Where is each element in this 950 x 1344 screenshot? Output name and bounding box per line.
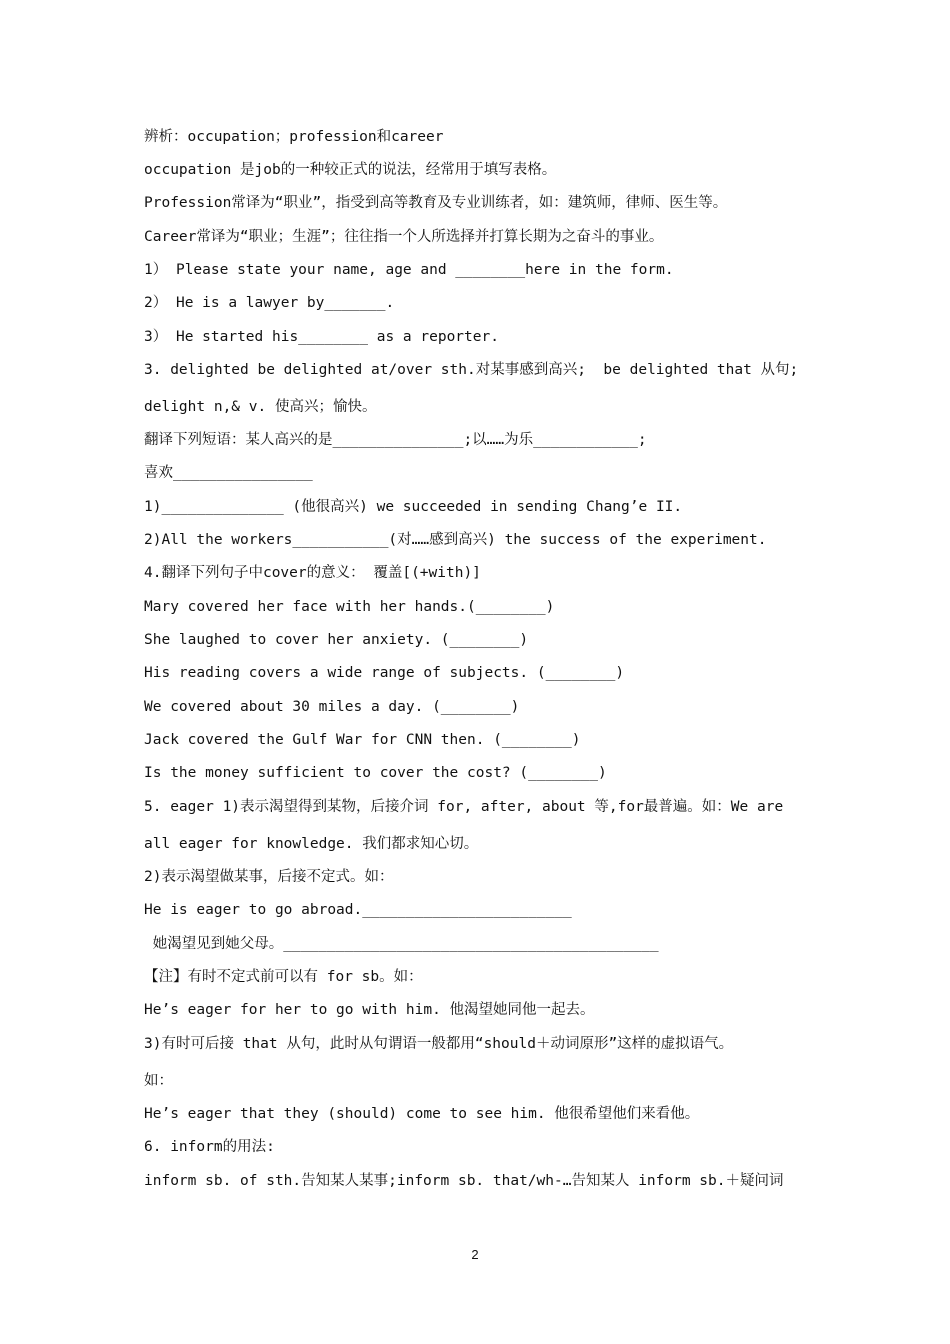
page-number: 2 (471, 1247, 479, 1262)
text-line-8: 3. delighted be delighted at/over sth.对某事感到高兴; be delighted that 从句; (144, 362, 799, 378)
text-line-7: 3） He started his________ as a reporter. (144, 329, 499, 345)
text-line-5: 1） Please state your name, age and ________here in the form. (144, 262, 674, 278)
text-line-21: 5. eager 1)表示渴望得到某物，后接介词 for, after, about 等,for最普遍。如：We are (144, 799, 784, 815)
text-line-28: 3)有时可后接 that 从句，此时从句谓语一般都用“should＋动词原形”这样的虚拟语气。 (144, 1036, 734, 1052)
text-line-11: 喜欢________________ (144, 465, 313, 481)
text-line-20: Is the money sufficient to cover the cost? (________) (144, 765, 607, 781)
text-line-4: Career常译为“职业；生涯”；往往指一个人所选择并打算长期为之奋斗的事业。 (144, 229, 664, 245)
text-line-31: 6. inform的用法: (144, 1139, 275, 1155)
text-line-15: Mary covered her face with her hands.(________) (144, 599, 555, 615)
text-line-3: Profession常译为“职业”，指受到高等教育及专业训练者，如：建筑师，律师、医生等。 (144, 195, 728, 211)
text-line-22: all eager for knowledge. 我们都求知心切。 (144, 836, 479, 852)
text-line-1: 辨析：occupation；profession和career (144, 129, 444, 145)
text-line-27: He’s eager for her to go with him. 他渴望她同他一起去。 (144, 1002, 595, 1018)
text-line-9: delight n,& v. 使高兴；愉快。 (144, 399, 377, 415)
text-line-6: 2） He is a lawyer by_______. (144, 295, 395, 311)
text-line-25: 她渴望见到她父母。___________________________________________ (144, 936, 659, 952)
text-line-13: 2)All the workers___________(对……感到高兴) the success of the experiment. (144, 532, 767, 548)
text-line-24: He is eager to go abroad.________________________ (144, 902, 572, 918)
text-line-29: 如： (144, 1073, 173, 1089)
text-line-19: Jack covered the Gulf War for CNN then. (________) (144, 732, 581, 748)
text-line-26: 【注】有时不定式前可以有 for sb。如： (144, 969, 423, 985)
text-line-14: 4.翻译下列句子中cover的意义： 覆盖[(+with)] (144, 565, 481, 581)
text-line-12: 1)______________ (他很高兴) we succeeded in sending Chang’e II. (144, 499, 683, 515)
text-line-30: He’s eager that they (should) come to see him. 他很希望他们来看他。 (144, 1106, 700, 1122)
text-line-16: She laughed to cover her anxiety. (________) (144, 632, 529, 648)
text-line-32: inform sb. of sth.告知某人某事;inform sb. that/wh-…告知某人 inform sb.＋疑问词 (144, 1173, 784, 1189)
text-line-18: We covered about 30 miles a day. (________) (144, 699, 520, 715)
text-line-23: 2)表示渴望做某事，后接不定式。如： (144, 869, 394, 885)
text-line-2: occupation 是job的一种较正式的说法，经常用于填写表格。 (144, 162, 557, 178)
text-line-17: His reading covers a wide range of subjects. (________) (144, 665, 625, 681)
text-line-10: 翻译下列短语：某人高兴的是_______________;以……为乐____________; (144, 432, 647, 448)
